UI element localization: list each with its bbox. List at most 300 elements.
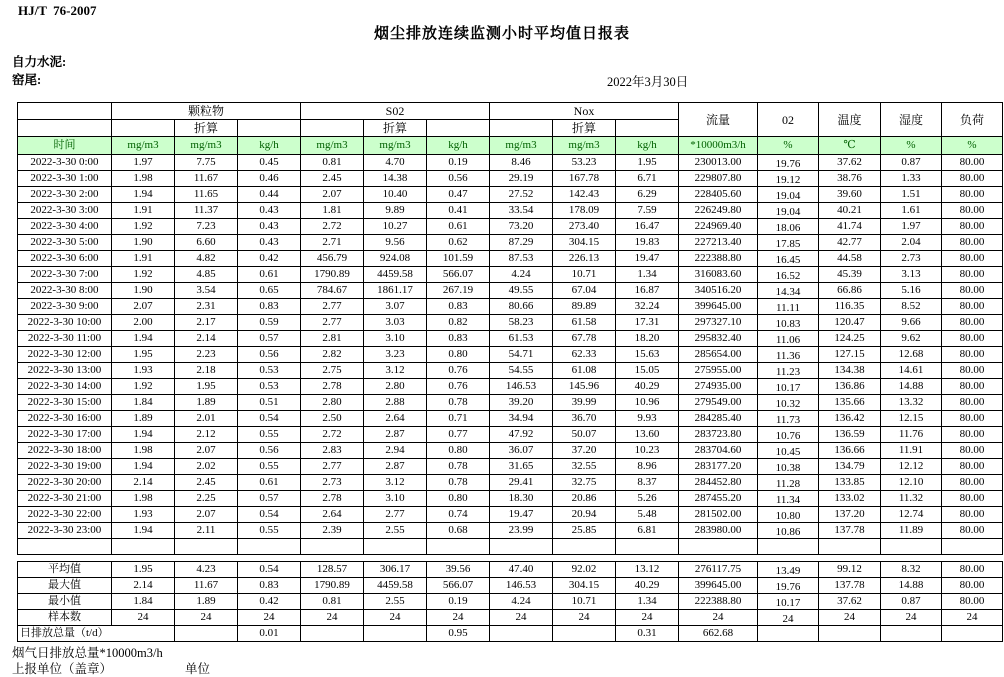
value-cell: 134.79 (819, 459, 881, 475)
value-cell: 0.56 (238, 347, 301, 363)
value-cell: 80.00 (942, 491, 1003, 507)
value-cell: 92.02 (553, 562, 616, 578)
value-cell: 0.81 (301, 594, 364, 610)
value-cell: 1.94 (112, 523, 175, 539)
value-cell: 2.01 (175, 411, 238, 427)
value-cell: 80.66 (490, 299, 553, 315)
flow-header: 流量 (679, 103, 758, 137)
value-cell: 6.60 (175, 235, 238, 251)
value-cell: 0.62 (427, 235, 490, 251)
unit-header-cell: % (881, 137, 942, 155)
value-cell: 1.95 (616, 155, 679, 171)
flue-gas-total-note: 烟气日排放总量*10000m3/h (12, 646, 163, 660)
value-cell: 13.32 (881, 395, 942, 411)
value-cell: 10.38 (758, 459, 819, 475)
value-cell: 11.73 (758, 411, 819, 427)
value-cell: 6.81 (616, 523, 679, 539)
value-cell: 1.95 (112, 562, 175, 578)
value-cell: 61.58 (553, 315, 616, 331)
value-cell: 67.78 (553, 331, 616, 347)
value-cell: 53.23 (553, 155, 616, 171)
value-cell: 0.57 (238, 331, 301, 347)
value-cell: 0.71 (427, 411, 490, 427)
value-cell: 1.84 (112, 395, 175, 411)
table-row (18, 171, 1003, 187)
value-cell: 19.76 (758, 155, 819, 171)
value-cell: 297327.10 (679, 315, 758, 331)
blank-header-cell (301, 120, 364, 137)
value-cell: 80.00 (942, 363, 1003, 379)
value-cell: 3.23 (364, 347, 427, 363)
time-cell: 2022-3-30 15:00 (18, 395, 112, 411)
value-cell: 80.00 (942, 171, 1003, 187)
empty-cell (942, 539, 1003, 555)
value-cell: 29.19 (490, 171, 553, 187)
value-cell: 19.47 (616, 251, 679, 267)
value-cell: 0.47 (427, 187, 490, 203)
value-cell: 38.76 (819, 171, 881, 187)
value-cell: 80.00 (942, 219, 1003, 235)
value-cell: 3.10 (364, 331, 427, 347)
value-cell: 3.10 (364, 491, 427, 507)
value-cell: 133.85 (819, 475, 881, 491)
value-cell: 1.92 (112, 379, 175, 395)
value-cell: 15.63 (616, 347, 679, 363)
value-cell: 2.14 (112, 578, 175, 594)
value-cell: 80.00 (942, 187, 1003, 203)
value-cell: 0.54 (238, 562, 301, 578)
value-cell: 2.64 (364, 411, 427, 427)
value-cell: 1.98 (112, 443, 175, 459)
value-cell: 340516.20 (679, 283, 758, 299)
value-cell: 37.20 (553, 443, 616, 459)
summary-row (18, 578, 1003, 594)
standard-number: HJ/T 76-2007 (18, 3, 97, 18)
value-cell: 145.96 (553, 379, 616, 395)
empty-cell (758, 539, 819, 555)
value-cell: 20.94 (553, 507, 616, 523)
value-cell: 136.42 (819, 411, 881, 427)
value-cell: 80.00 (942, 562, 1003, 578)
value-cell: 8.96 (616, 459, 679, 475)
value-cell: 0.44 (238, 187, 301, 203)
time-cell: 2022-3-30 13:00 (18, 363, 112, 379)
value-cell: 17.31 (616, 315, 679, 331)
value-cell: 456.79 (301, 251, 364, 267)
value-cell: 80.00 (942, 523, 1003, 539)
value-cell: 5.26 (616, 491, 679, 507)
empty-cell (301, 539, 364, 555)
value-cell: 40.21 (819, 203, 881, 219)
value-cell: 274935.00 (679, 379, 758, 395)
time-cell: 2022-3-30 10:00 (18, 315, 112, 331)
value-cell: 1.61 (881, 203, 942, 219)
value-cell: 0.55 (238, 459, 301, 475)
value-cell (881, 626, 942, 642)
value-cell: 228405.60 (679, 187, 758, 203)
value-cell: 2.77 (301, 299, 364, 315)
empty-cell (18, 539, 112, 555)
value-cell: 39.60 (819, 187, 881, 203)
value-cell: 1.89 (175, 395, 238, 411)
table-row (18, 251, 1003, 267)
value-cell: 80.00 (942, 331, 1003, 347)
table-row (18, 411, 1003, 427)
value-cell: 136.66 (819, 443, 881, 459)
value-cell: 47.40 (490, 562, 553, 578)
value-cell: 8.32 (881, 562, 942, 578)
value-cell: 275955.00 (679, 363, 758, 379)
value-cell (942, 626, 1003, 642)
value-cell: 32.55 (553, 459, 616, 475)
value-cell: 13.60 (616, 427, 679, 443)
value-cell: 24 (175, 610, 238, 626)
time-cell: 2022-3-30 7:00 (18, 267, 112, 283)
value-cell: 101.59 (427, 251, 490, 267)
value-cell: 4459.58 (364, 267, 427, 283)
value-cell: 0.43 (238, 219, 301, 235)
value-cell: 399645.00 (679, 299, 758, 315)
value-cell: 7.59 (616, 203, 679, 219)
value-cell: 80.00 (942, 578, 1003, 594)
value-cell: 61.08 (553, 363, 616, 379)
time-cell: 2022-3-30 22:00 (18, 507, 112, 523)
value-cell: 2.55 (364, 523, 427, 539)
value-cell: 3.03 (364, 315, 427, 331)
value-cell: 39.56 (427, 562, 490, 578)
value-cell: 1.33 (881, 171, 942, 187)
value-cell: 2.80 (364, 379, 427, 395)
value-cell: 14.88 (881, 379, 942, 395)
value-cell: 0.65 (238, 283, 301, 299)
summary-row (18, 562, 1003, 578)
value-cell: 49.55 (490, 283, 553, 299)
value-cell: 0.19 (427, 155, 490, 171)
value-cell: 2.64 (301, 507, 364, 523)
value-cell: 24 (490, 610, 553, 626)
summary-label-cell: 最大值 (18, 578, 112, 594)
value-cell: 316083.60 (679, 267, 758, 283)
value-cell: 1.92 (112, 219, 175, 235)
value-cell: 134.38 (819, 363, 881, 379)
value-cell: 16.45 (758, 251, 819, 267)
value-cell: 1.94 (112, 427, 175, 443)
nox-group-header: Nox (490, 103, 679, 120)
summary-table (17, 561, 1003, 642)
value-cell: 2.72 (301, 219, 364, 235)
value-cell: 1.97 (112, 155, 175, 171)
value-cell: 80.00 (942, 203, 1003, 219)
value-cell: 0.51 (238, 395, 301, 411)
value-cell: 80.00 (942, 443, 1003, 459)
value-cell: 0.78 (427, 459, 490, 475)
value-cell: 283723.80 (679, 427, 758, 443)
value-cell: 0.61 (238, 267, 301, 283)
time-cell: 2022-3-30 5:00 (18, 235, 112, 251)
value-cell: 0.45 (238, 155, 301, 171)
value-cell: 19.04 (758, 203, 819, 219)
unit-header-cell: kg/h (238, 137, 301, 155)
value-cell: 1.95 (175, 379, 238, 395)
value-cell: 784.67 (301, 283, 364, 299)
value-cell: 5.48 (616, 507, 679, 523)
value-cell: 136.59 (819, 427, 881, 443)
empty-cell (881, 539, 942, 555)
value-cell: 73.20 (490, 219, 553, 235)
empty-cell (819, 539, 881, 555)
value-cell: 11.34 (758, 491, 819, 507)
value-cell: 127.15 (819, 347, 881, 363)
empty-cell (553, 539, 616, 555)
value-cell: 229807.80 (679, 171, 758, 187)
value-cell: 276117.75 (679, 562, 758, 578)
value-cell: 0.43 (238, 203, 301, 219)
unit-header-cell: mg/m3 (112, 137, 175, 155)
value-cell: 14.61 (881, 363, 942, 379)
value-cell: 226.13 (553, 251, 616, 267)
unit-header-cell: mg/m3 (553, 137, 616, 155)
value-cell: 80.00 (942, 594, 1003, 610)
value-cell: 0.76 (427, 363, 490, 379)
value-cell: 304.15 (553, 235, 616, 251)
value-cell: 19.83 (616, 235, 679, 251)
value-cell (758, 626, 819, 642)
value-cell: 2.07 (175, 507, 238, 523)
humidity-header: 湿度 (881, 103, 942, 137)
value-cell (364, 626, 427, 642)
reporting-unit-label: 上报单位（盖章） (12, 662, 113, 676)
value-cell: 8.52 (881, 299, 942, 315)
value-cell: 1790.89 (301, 578, 364, 594)
unit-header-cell: mg/m3 (175, 137, 238, 155)
unit-header-cell: kg/h (616, 137, 679, 155)
value-cell: 1.84 (112, 594, 175, 610)
unit-header-cell: % (758, 137, 819, 155)
summary-row (18, 610, 1003, 626)
table-row (18, 459, 1003, 475)
empty-cell (112, 539, 175, 555)
value-cell: 2.75 (301, 363, 364, 379)
value-cell: 10.17 (758, 594, 819, 610)
value-cell: 295832.40 (679, 331, 758, 347)
value-cell: 24 (427, 610, 490, 626)
time-cell: 2022-3-30 3:00 (18, 203, 112, 219)
time-cell: 2022-3-30 23:00 (18, 523, 112, 539)
table-row (18, 203, 1003, 219)
value-cell: 11.11 (758, 299, 819, 315)
value-cell: 12.74 (881, 507, 942, 523)
o2-header: 02 (758, 103, 819, 137)
value-cell: 2.80 (301, 395, 364, 411)
value-cell: 2.45 (175, 475, 238, 491)
value-cell: 2.04 (881, 235, 942, 251)
daily-total-row (18, 626, 1003, 642)
value-cell: 2.25 (175, 491, 238, 507)
value-cell: 11.28 (758, 475, 819, 491)
value-cell: 54.71 (490, 347, 553, 363)
value-cell: 14.38 (364, 171, 427, 187)
value-cell: 1861.17 (364, 283, 427, 299)
value-cell: 24 (112, 610, 175, 626)
value-cell: 67.04 (553, 283, 616, 299)
value-cell: 15.05 (616, 363, 679, 379)
value-cell: 306.17 (364, 562, 427, 578)
value-cell: 137.78 (819, 523, 881, 539)
value-cell: 11.32 (881, 491, 942, 507)
value-cell: 17.85 (758, 235, 819, 251)
table-row (18, 347, 1003, 363)
value-cell: 10.17 (758, 379, 819, 395)
value-cell: 16.87 (616, 283, 679, 299)
value-cell: 39.20 (490, 395, 553, 411)
value-cell: 0.83 (238, 578, 301, 594)
page-title: 烟尘排放连续监测小时平均值日报表 (373, 26, 630, 42)
table-row (18, 331, 1003, 347)
value-cell: 0.81 (301, 155, 364, 171)
value-cell: 11.67 (175, 171, 238, 187)
time-cell: 2022-3-30 12:00 (18, 347, 112, 363)
data-rows (18, 155, 1003, 555)
value-cell: 7.23 (175, 219, 238, 235)
value-cell: 0.74 (427, 507, 490, 523)
value-cell: 1.93 (112, 507, 175, 523)
time-cell: 2022-3-30 18:00 (18, 443, 112, 459)
value-cell: 45.39 (819, 267, 881, 283)
report-table (17, 102, 1003, 555)
value-cell: 80.00 (942, 283, 1003, 299)
value-cell: 4459.58 (364, 578, 427, 594)
value-cell: 24 (301, 610, 364, 626)
value-cell: 2.72 (301, 427, 364, 443)
table-row (18, 475, 1003, 491)
table-row (18, 395, 1003, 411)
unit-header-cell: ℃ (819, 137, 881, 155)
value-cell: 133.02 (819, 491, 881, 507)
value-cell: 34.94 (490, 411, 553, 427)
value-cell: 924.08 (364, 251, 427, 267)
value-cell: 222388.80 (679, 251, 758, 267)
value-cell (301, 626, 364, 642)
value-cell: 283704.60 (679, 443, 758, 459)
time-cell: 2022-3-30 8:00 (18, 283, 112, 299)
time-cell: 2022-3-30 20:00 (18, 475, 112, 491)
value-cell: 19.47 (490, 507, 553, 523)
time-cell: 2022-3-30 19:00 (18, 459, 112, 475)
value-cell: 0.80 (427, 347, 490, 363)
value-cell: 10.96 (616, 395, 679, 411)
value-cell: 4.70 (364, 155, 427, 171)
value-cell: 10.32 (758, 395, 819, 411)
table-row (18, 443, 1003, 459)
value-cell: 14.34 (758, 283, 819, 299)
kiln-label: 窑尾: (12, 73, 42, 87)
value-cell: 10.71 (553, 267, 616, 283)
value-cell: 13.12 (616, 562, 679, 578)
table-row (18, 379, 1003, 395)
value-cell: 9.89 (364, 203, 427, 219)
value-cell: 2.17 (175, 315, 238, 331)
value-cell: 58.23 (490, 315, 553, 331)
value-cell: 3.54 (175, 283, 238, 299)
value-cell: 0.56 (238, 443, 301, 459)
value-cell: 0.87 (881, 594, 942, 610)
load-header: 负荷 (942, 103, 1003, 137)
value-cell: 20.86 (553, 491, 616, 507)
value-cell: 0.19 (427, 594, 490, 610)
value-cell: 87.29 (490, 235, 553, 251)
value-cell: 0.55 (238, 427, 301, 443)
unit-header-cell: kg/h (427, 137, 490, 155)
value-cell: 1.97 (881, 219, 942, 235)
value-cell: 32.24 (616, 299, 679, 315)
table-row (18, 155, 1003, 171)
blank-header-cell (238, 120, 301, 137)
blank-header-cell (616, 120, 679, 137)
value-cell: 178.09 (553, 203, 616, 219)
value-cell: 120.47 (819, 315, 881, 331)
value-cell: 4.24 (490, 594, 553, 610)
units-row (18, 137, 1003, 155)
value-cell: 0.78 (427, 475, 490, 491)
value-cell: 0.57 (238, 491, 301, 507)
time-cell: 2022-3-30 11:00 (18, 331, 112, 347)
value-cell (819, 626, 881, 642)
value-cell: 2.73 (881, 251, 942, 267)
company-label: 自力水泥: (12, 55, 67, 69)
value-cell: 1.89 (175, 594, 238, 610)
value-cell: 10.45 (758, 443, 819, 459)
value-cell: 24 (881, 610, 942, 626)
time-cell: 2022-3-30 17:00 (18, 427, 112, 443)
unit-header-cell: mg/m3 (490, 137, 553, 155)
value-cell: 146.53 (490, 379, 553, 395)
value-cell: 80.00 (942, 235, 1003, 251)
value-cell: 11.06 (758, 331, 819, 347)
value-cell: 0.53 (238, 363, 301, 379)
value-cell: 283980.00 (679, 523, 758, 539)
unit-header-cell: mg/m3 (301, 137, 364, 155)
summary-rows (18, 562, 1003, 642)
value-cell: 2.11 (175, 523, 238, 539)
value-cell: 6.29 (616, 187, 679, 203)
value-cell: 8.37 (616, 475, 679, 491)
value-cell: 167.78 (553, 171, 616, 187)
value-cell: 37.62 (819, 594, 881, 610)
value-cell: 4.85 (175, 267, 238, 283)
value-cell: 267.19 (427, 283, 490, 299)
table-row (18, 427, 1003, 443)
value-cell: 2.78 (301, 491, 364, 507)
value-cell: 399645.00 (679, 578, 758, 594)
value-cell: 2.83 (301, 443, 364, 459)
value-cell: 42.77 (819, 235, 881, 251)
so2-converted-header: 折算 (364, 120, 427, 137)
value-cell: 2.50 (301, 411, 364, 427)
value-cell: 11.89 (881, 523, 942, 539)
value-cell: 2.45 (301, 171, 364, 187)
value-cell: 284285.40 (679, 411, 758, 427)
value-cell: 11.91 (881, 443, 942, 459)
blank-header-cell (112, 120, 175, 137)
table-row (18, 267, 1003, 283)
value-cell: 1790.89 (301, 267, 364, 283)
table-row (18, 219, 1003, 235)
value-cell: 32.75 (553, 475, 616, 491)
value-cell: 0.42 (238, 251, 301, 267)
value-cell: 11.36 (758, 347, 819, 363)
time-header: 时间 (18, 137, 112, 155)
value-cell: 2.14 (175, 331, 238, 347)
